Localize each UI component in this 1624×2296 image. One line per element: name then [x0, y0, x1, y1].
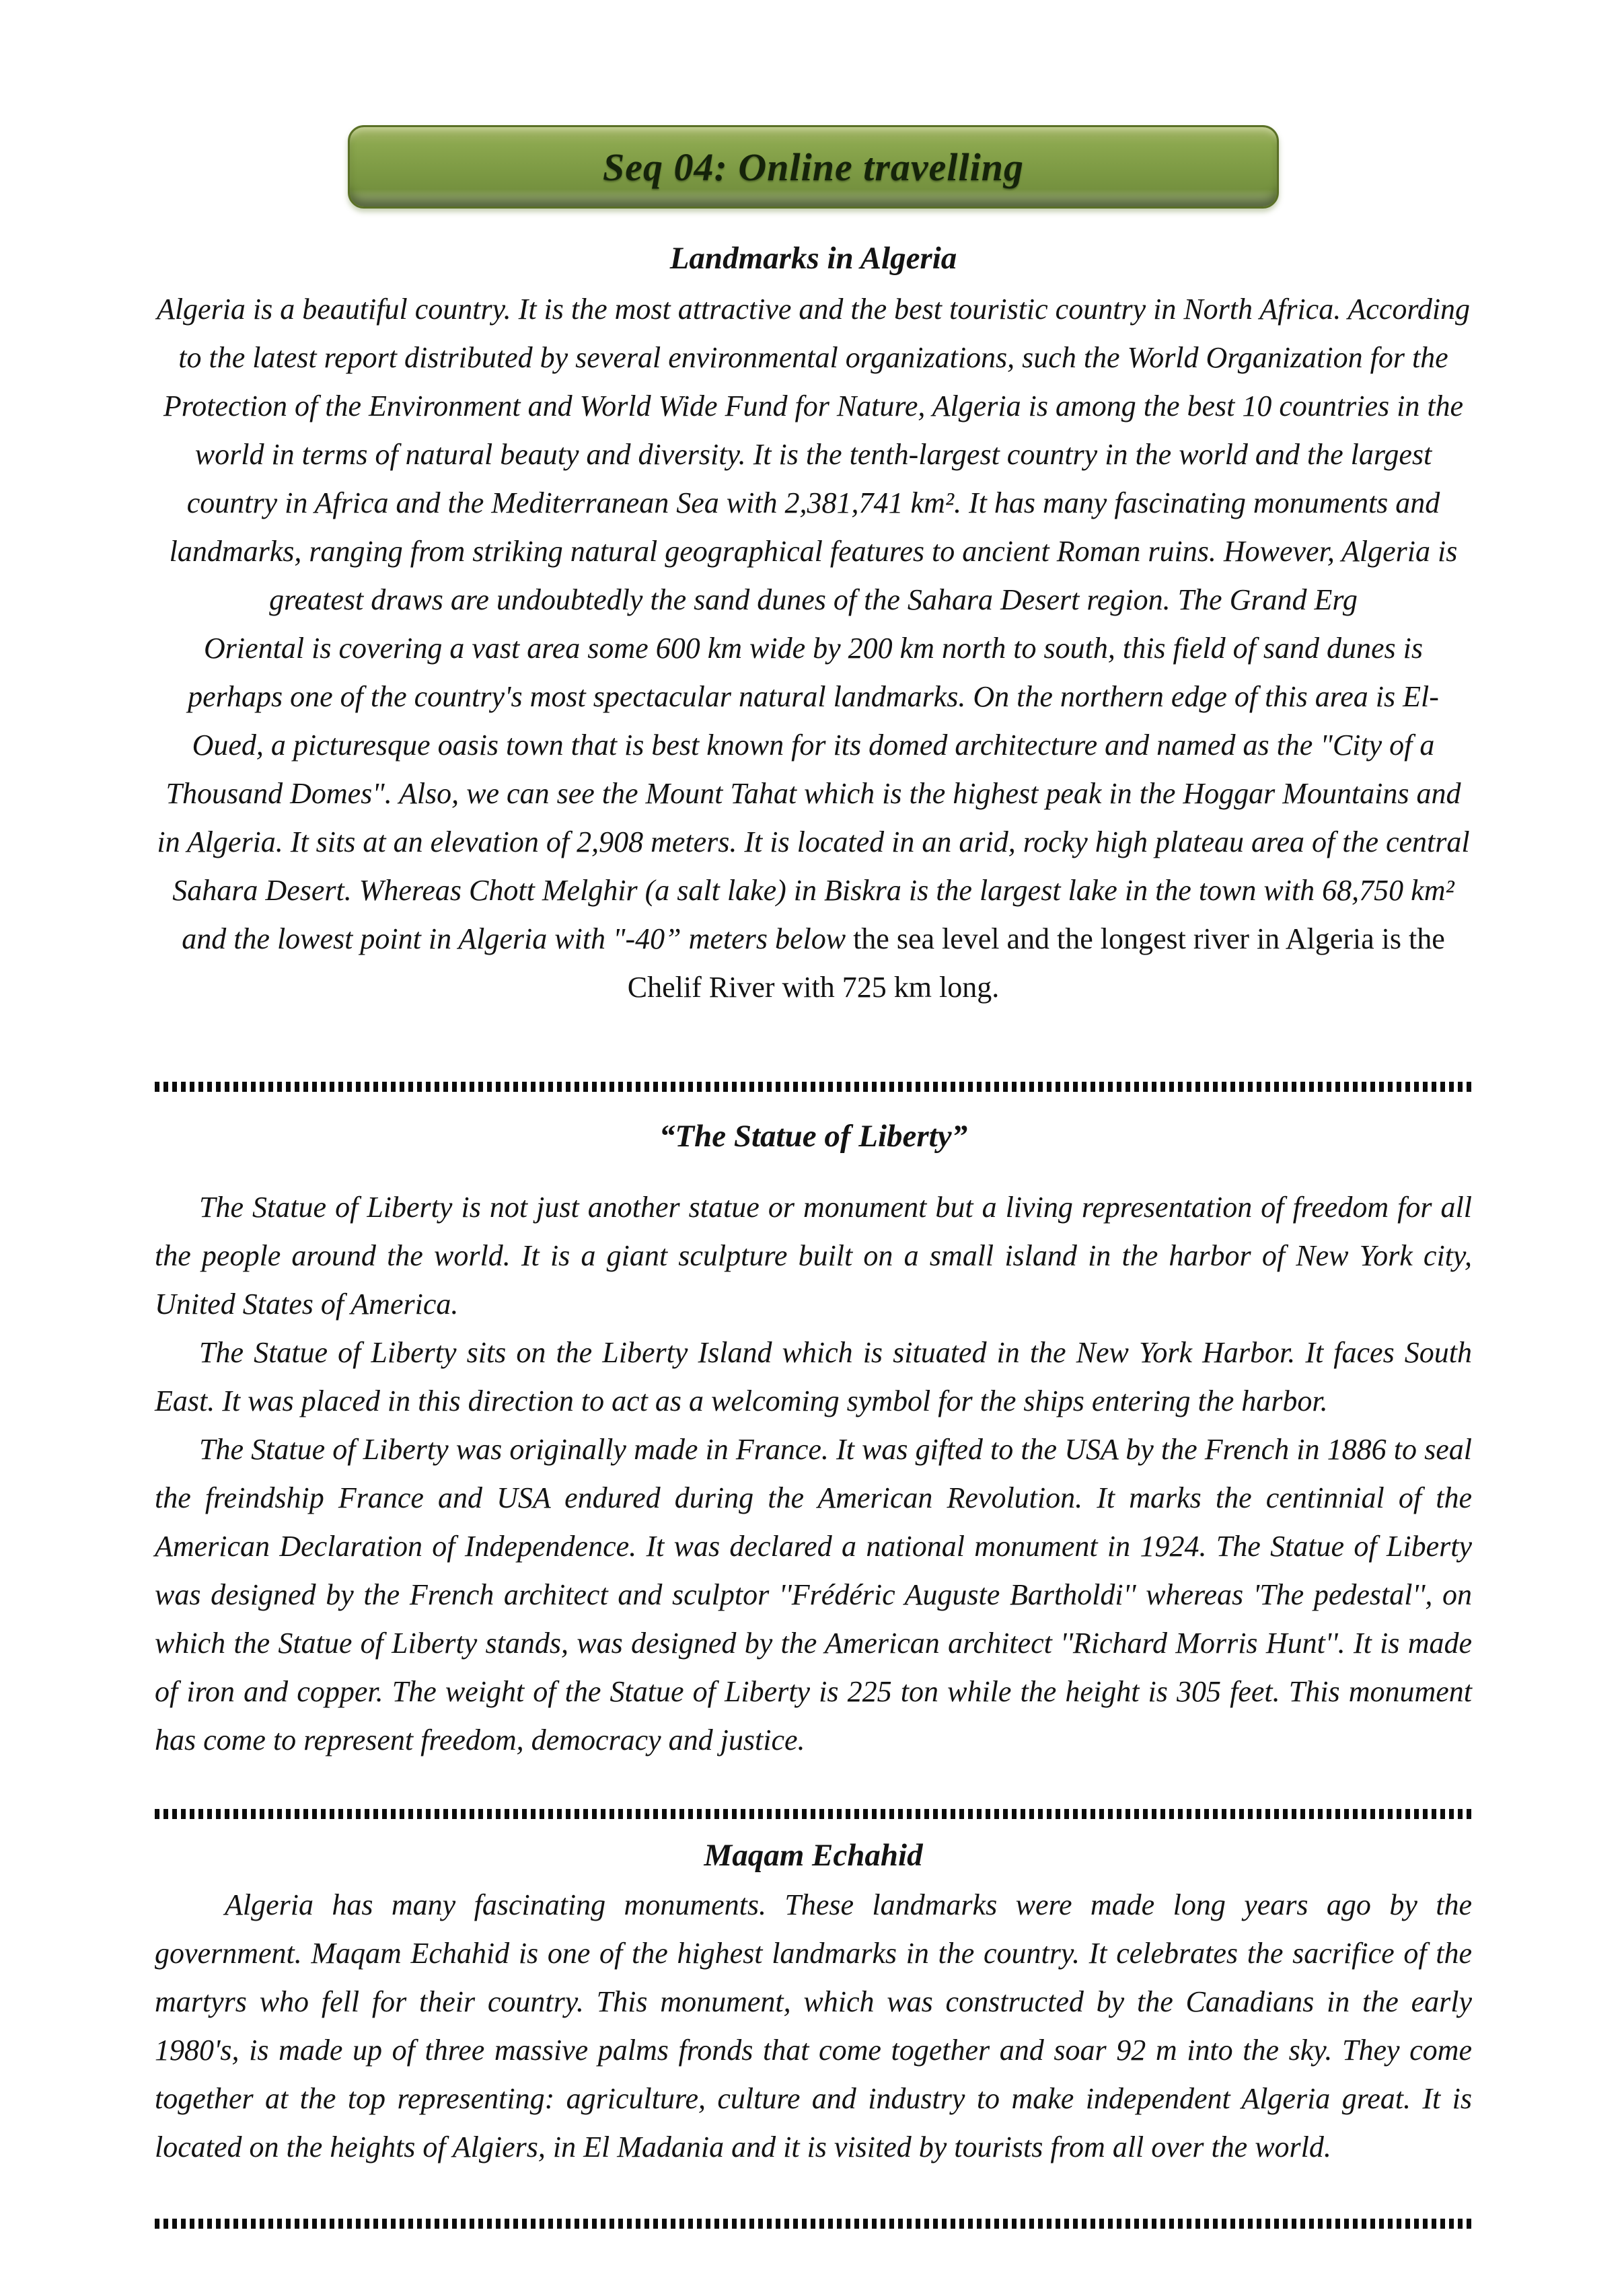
section-title-maqam-echahid: Maqam Echahid [704, 1838, 923, 1873]
landmarks-paragraph-2-text: Oriental is covering a vast area some 600 km wide by 200 km north to south, this field of sand dunes is perhaps one of the country's most spectacular natural landmarks. On the northern edge of this area is El-Oued, a picturesque oasis town that is best known for its domed architecture and named as the "City of a Thousand Domes". Also, we can see the Mount Tahat which is the highest peak in the Hoggar Mountains and in Algeria. It sits at an elevation of 2,908 meters. It is located in an arid, rocky high plateau area of the central Sahara Desert. Whereas Chott Melghir (a salt lake) in Biskra is the largest lake in the town with 68,750 km² and the lowest point in Algeria with "-40” meters below [157, 632, 1470, 955]
statue-paragraph-1: The Statue of Liberty is not just another statue or monument but a living representation of freedom for all the people around the world. It is a giant sculpture built on a small island in the harbor of New York city, United States of America. [155, 1191, 1472, 1321]
section-title-landmarks: Landmarks in Algeria [669, 241, 957, 276]
section-title-statue-of-liberty: “The Statue of Liberty” [659, 1119, 968, 1154]
landmarks-paragraph-2 [155, 624, 1472, 1012]
landmarks-paragraph-2-tail: the sea level and the longest river in Algeria is the Chelif River with 725 km long. [627, 922, 1445, 1004]
dotted-divider [155, 1082, 1472, 1092]
dotted-divider [155, 1809, 1472, 1819]
maqam-paragraph-1: Algeria has many fascinating monuments. These landmarks were made long years ago by the government. Maqam Echahid is one of the highest landmarks in the country. It celebrates the sacrifice of the martyrs who fell for their country. This monument, which was constructed by the Canadians in the early 1980's, is made up of three massive palms fronds that come together and soar 92 m into the sky. They come together at the top representing: agriculture, culture and industry to make independent Algeria great. It is located on the heights of Algiers, in El Madania and it is visited by tourists from all over the world. [155, 1888, 1472, 2163]
sequence-banner [348, 125, 1279, 209]
statue-paragraph-2: The Statue of Liberty sits on the Liberty Island which is situated in the New York Harbor. It faces South East. It was placed in this direction to act as a welcoming symbol for the ships entering the harbor. [155, 1336, 1472, 1417]
statue-paragraph-3: The Statue of Liberty was originally made in France. It was gifted to the USA by the French in 1886 to seal the freindship France and USA endured during the American Revolution. It marks the centinnial of the American Declaration of Independence. It was declared a national monument in 1924. The Statue of Liberty was designed by the French architect and sculptor ''Frédéric Auguste Bartholdi'' whereas 'The pedestal'', on which the Statue of Liberty stands, was designed by the American architect ''Richard Morris Hunt''. It is made of iron and copper. The weight of the Statue of Liberty is 225 ton while the height is 305 feet. This monument has come to represent freedom, democracy and justice. [155, 1433, 1472, 1756]
document-content [155, 125, 1472, 2229]
sequence-banner-title: Seq 04: Online travelling [603, 145, 1024, 189]
dotted-divider [155, 2219, 1472, 2229]
landmarks-paragraph-1 [155, 285, 1472, 624]
landmarks-paragraph-1-text: Algeria is a beautiful country. It is the most attractive and the best touristic country in North Africa. According to the latest report distributed by several environmental organizations, such the World Organization for the Protection of the Environment and World Wide Fund for Nature, Algeria is among the best 10 countries in the world in terms of natural beauty and diversity. It is the tenth-largest country in the world and the largest country in Africa and the Mediterranean Sea with 2,381,741 km². It has many fascinating monuments and landmarks, ranging from striking natural geographical features to ancient Roman ruins. However, Algeria is greatest draws are undoubtedly the sand dunes of the Sahara Desert region. The Grand Erg [156, 293, 1471, 616]
